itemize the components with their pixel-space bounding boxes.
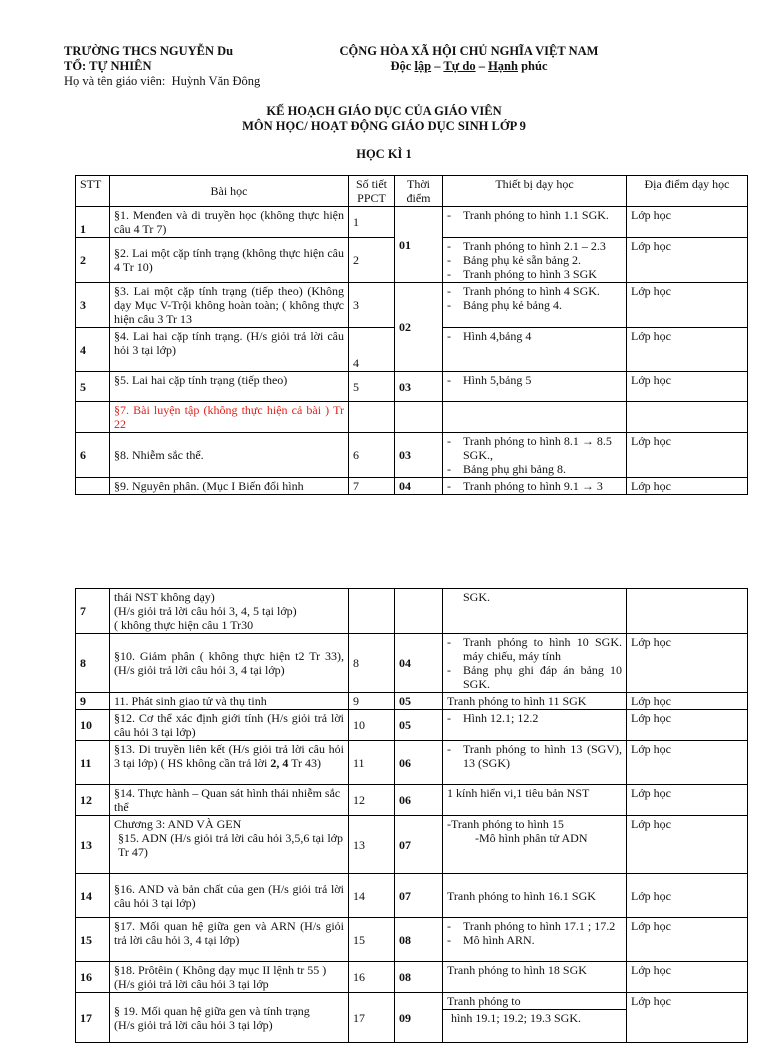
row-time: 04: [395, 478, 443, 495]
row-stt: 16: [76, 962, 110, 993]
equip-item: - Hình 12.1; 12.2: [447, 711, 622, 725]
row-equipment: SGK.: [443, 589, 627, 634]
row-place: Lớp học: [627, 693, 748, 710]
row-equipment: [443, 207, 627, 238]
row-period: 9: [349, 693, 395, 710]
equip-item: - Bảng phụ kẻ sẵn bảng 2.: [447, 253, 622, 267]
lesson-line: Chương 3: AND VÀ GEN: [114, 817, 242, 831]
row-place: Lớp học: [627, 785, 748, 816]
row-place: Lớp học: [627, 372, 748, 402]
row-time: [395, 402, 443, 433]
row-lesson: §2. Lai một cặp tính trạng (không thực hiện câu 4 Tr 10): [110, 238, 349, 283]
row-time: 06: [395, 785, 443, 816]
row-lesson: §10. Giảm phân ( không thực hiện t2 Tr 33), (H/s giỏi trả lời câu hỏi 3, 4 tại lớp): [110, 634, 349, 693]
row-period: 4: [349, 328, 395, 372]
row-time: 08: [395, 962, 443, 993]
plan-table-page1: [75, 175, 748, 495]
row-equipment: [443, 993, 627, 1043]
table-row: [76, 478, 748, 495]
motto-part: Độc: [390, 59, 415, 73]
row-equipment: [443, 433, 627, 478]
table-header-row: [76, 176, 748, 207]
lesson-line: ( không thực hiện câu 1 Tr30: [114, 618, 254, 632]
lesson-line: (H/s giỏi trả lời câu hỏi 3, 4, 5 tại lớp): [114, 604, 297, 618]
motto-part: phúc: [517, 59, 548, 73]
table-row: [76, 741, 748, 785]
lesson-line: § 19. Mối quan hệ giữa gen và tính trạng: [114, 1003, 310, 1018]
equip-line: -Tranh phóng to hình 15: [447, 817, 564, 831]
row-place: [627, 402, 748, 433]
plan-table-page2: [75, 588, 748, 1043]
equip-item: - Tranh phóng to hình 17.1 ; 17.2: [447, 919, 622, 933]
row-equipment: [443, 402, 627, 433]
row-period: 10: [349, 710, 395, 741]
group-name: TỔ: TỰ NHIÊN: [64, 59, 152, 73]
row-place: Lớp học: [627, 207, 748, 238]
equip-item: - Tranh phóng to hình 3 SGK: [447, 267, 622, 281]
col-time: Thời điểm: [395, 176, 443, 207]
row-place: Lớp học: [627, 741, 748, 785]
row-place: Lớp học: [627, 874, 748, 918]
col-lesson: Bài học: [110, 176, 349, 207]
motto-part: Tự do: [443, 59, 476, 73]
col-place: Địa điểm dạy học: [627, 176, 748, 207]
row-equipment: [443, 710, 627, 741]
table-row: [76, 693, 748, 710]
row-lesson: §12. Cơ thể xác định giới tính (H/s giỏi trả lời câu hỏi 3 tại lớp): [110, 710, 349, 741]
row-time: 08: [395, 918, 443, 962]
row-place: Lớp học: [627, 433, 748, 478]
row-time: 05: [395, 710, 443, 741]
row-place: Lớp học: [627, 816, 748, 874]
motto: [333, 59, 605, 74]
row-stt: [76, 478, 110, 495]
row-lesson: §1. Menđen và di truyền học (không thực hiện câu 4 Tr 7): [110, 207, 349, 238]
row-lesson: §16. AND và bản chất của gen (H/s giỏi trả lời câu hỏi 3 tại lớp): [110, 874, 349, 918]
national-header: [333, 44, 605, 74]
equip-item: - Hình 5,bảng 5: [447, 373, 622, 387]
lesson-line: §15. ADN (H/s giỏi trả lời câu hỏi 3,5,6 tại lớp Tr 47): [118, 831, 343, 859]
row-place: Lớp học: [627, 283, 748, 328]
equip-line: hình 19.1; 19.2; 19.3 SGK.: [451, 1011, 582, 1025]
table-row: [76, 874, 748, 918]
row-lesson: §14. Thực hành – Quan sát hình thái nhiễm sắc thể: [110, 785, 349, 816]
table-row: [76, 372, 748, 402]
table-row: [76, 918, 748, 962]
row-stt: 10: [76, 710, 110, 741]
row-stt: 6: [76, 433, 110, 478]
row-time: 06: [395, 741, 443, 785]
row-stt: 13: [76, 816, 110, 874]
lesson-text: §13. Di truyền liên kết (H/s giỏi trả lời câu hỏi 3 tại lớp) ( HS không cần trả lời: [114, 742, 344, 770]
row-stt: 8: [76, 634, 110, 693]
table-row: [76, 710, 748, 741]
row-place: Lớp học: [627, 962, 748, 993]
motto-part: –: [475, 59, 489, 73]
row-time: 03: [395, 433, 443, 478]
teacher-line: [64, 74, 260, 89]
row-lesson: §4. Lai hai cặp tính trạng. (H/s giỏi trả lời câu hỏi 3 tại lớp): [110, 328, 349, 372]
table-row: [76, 962, 748, 993]
row-equipment: [443, 283, 627, 328]
equip-item: - Tranh phóng to hình 10 SGK. máy chiếu, máy tính: [447, 635, 622, 663]
row-lesson: §17. Mối quan hệ giữa gen và ARN (H/s giỏi trả lời câu hỏi 3, 4 tại lớp): [110, 918, 349, 962]
row-equipment: Tranh phóng to hình 16.1 SGK: [443, 874, 627, 918]
motto-part: Hạnh: [488, 59, 518, 73]
row-stt: 2: [76, 238, 110, 283]
row-time: 01: [395, 207, 443, 283]
row-time: 02: [395, 283, 443, 372]
equip-item: - Bảng phụ kẻ bảng 4.: [447, 298, 622, 312]
row-lesson: §8. Nhiễm sắc thể.: [110, 433, 349, 478]
table-row: [76, 785, 748, 816]
lesson-line: thái NST không dạy): [114, 590, 215, 604]
row-period: 3: [349, 283, 395, 328]
row-lesson: §18. Prôtêin ( Không dạy mục II lệnh tr 55 ) (H/s giỏi trả lời câu hỏi 3 tại lớp: [110, 962, 349, 993]
table-row: [76, 816, 748, 874]
nation-title: CỘNG HÒA XÃ HỘI CHỦ NGHĨA VIỆT NAM: [339, 44, 599, 58]
row-stt: 1: [76, 207, 110, 238]
equip-item: - Bảng phụ ghi bảng 8.: [447, 462, 622, 476]
row-period: 13: [349, 816, 395, 874]
row-equipment: [443, 634, 627, 693]
col-equipment: Thiết bị dạy học: [443, 176, 627, 207]
row-place: [627, 589, 748, 634]
equip-item: - Tranh phóng to hình 9.1 → 3: [447, 479, 622, 493]
row-equipment: Tranh phóng to hình 18 SGK: [443, 962, 627, 993]
row-stt: 4: [76, 328, 110, 372]
row-period: 16: [349, 962, 395, 993]
row-period: 5: [349, 372, 395, 402]
row-time: 03: [395, 372, 443, 402]
row-stt: [76, 402, 110, 433]
row-lesson: §5. Lai hai cặp tính trạng (tiếp theo): [110, 372, 349, 402]
teacher-name: Huỳnh Văn Đông: [171, 74, 261, 88]
row-lesson: [110, 993, 349, 1043]
row-stt: 5: [76, 372, 110, 402]
row-period: 1: [349, 207, 395, 238]
row-lesson: [110, 589, 349, 634]
row-place: Lớp học: [627, 238, 748, 283]
row-equipment: [443, 816, 627, 874]
table-row: [76, 993, 748, 1043]
row-stt: 7: [76, 589, 110, 634]
equip-item: - Bảng phụ ghi đáp án bảng 10 SGK.: [447, 663, 622, 691]
row-period: 17: [349, 993, 395, 1043]
row-lesson: [110, 741, 349, 785]
row-lesson: §9. Nguyên phân. (Mục I Biến đổi hình: [110, 478, 349, 495]
row-equipment: [443, 918, 627, 962]
table-row: [76, 433, 748, 478]
row-place: Lớp học: [627, 478, 748, 495]
row-equipment: 1 kính hiển vi,1 tiêu bản NST: [443, 785, 627, 816]
motto-part: –: [431, 59, 444, 73]
table-row: [76, 634, 748, 693]
equip-item: - Tranh phóng to hình 8.1 → 8.5 SGK.,: [447, 434, 622, 462]
row-stt: 15: [76, 918, 110, 962]
row-place: Lớp học: [627, 918, 748, 962]
row-time: [395, 589, 443, 634]
lesson-bold: 2, 4: [270, 756, 289, 770]
row-lesson: 11. Phát sinh giao tử và thụ tinh: [110, 693, 349, 710]
equip-item: - Tranh phóng to hình 2.1 – 2.3: [447, 239, 622, 253]
row-equipment: [443, 478, 627, 495]
row-time: 05: [395, 693, 443, 710]
table-row: [76, 283, 748, 328]
row-stt: 12: [76, 785, 110, 816]
row-equipment: [443, 328, 627, 372]
row-time: 07: [395, 816, 443, 874]
row-time: 09: [395, 993, 443, 1043]
row-stt: 3: [76, 283, 110, 328]
row-equipment: [443, 372, 627, 402]
row-place: Lớp học: [627, 993, 748, 1043]
row-period: 7: [349, 478, 395, 495]
row-equipment: [443, 741, 627, 785]
teacher-label: Họ và tên giáo viên:: [64, 74, 166, 88]
row-period: 11: [349, 741, 395, 785]
school-name: TRƯỜNG THCS NGUYỄN Du: [64, 44, 234, 58]
table-row: [76, 207, 748, 238]
row-period: 8: [349, 634, 395, 693]
row-lesson: §3. Lai một cặp tính trạng (tiếp theo) (Không dạy Mục V-Trội không hoàn toàn; ( không thực hiện câu 3 Tr 13: [110, 283, 349, 328]
row-equipment: Tranh phóng to hình 11 SGK: [443, 693, 627, 710]
semester-title: HỌC KÌ 1: [356, 147, 412, 161]
equip-item: - Tranh phóng to hình 13 (SGV), 13 (SGK): [447, 742, 622, 770]
col-periods: Số tiết PPCT: [349, 176, 395, 207]
row-place: Lớp học: [627, 634, 748, 693]
table-row: [76, 589, 748, 634]
equip-item: - Tranh phóng to hình 4 SGK.: [447, 284, 622, 298]
equip-line: -Mô hình phân tử ADN: [475, 831, 588, 845]
equip-item: - Tranh phóng to hình 1.1 SGK.: [447, 208, 622, 222]
row-time: 04: [395, 634, 443, 693]
row-time: 07: [395, 874, 443, 918]
plan-title-line1: KẾ HOẠCH GIÁO DỤC CỦA GIÁO VIÊN: [266, 104, 502, 118]
row-place: Lớp học: [627, 328, 748, 372]
table-row: [76, 402, 748, 433]
row-lesson: §7. Bài luyện tập (không thực hiện cả bài ) Tr 22: [110, 402, 349, 433]
row-equipment: [443, 238, 627, 283]
row-lesson: [110, 816, 349, 874]
equip-item: - Mô hình ARN.: [447, 933, 622, 947]
row-stt: 14: [76, 874, 110, 918]
row-period: 15: [349, 918, 395, 962]
lesson-text: Tr 43): [288, 756, 322, 770]
row-period: [349, 402, 395, 433]
row-stt: 11: [76, 741, 110, 785]
col-stt: STT: [76, 176, 110, 207]
equip-item: - Hình 4,bảng 4: [447, 329, 622, 343]
row-period: 12: [349, 785, 395, 816]
plan-title-line2: MÔN HỌC/ HOẠT ĐỘNG GIÁO DỤC SINH LỚP 9: [242, 119, 526, 133]
row-period: 6: [349, 433, 395, 478]
motto-part: lập: [414, 59, 432, 73]
row-stt: 17: [76, 993, 110, 1043]
row-place: Lớp học: [627, 710, 748, 741]
equip-line: Tranh phóng to: [443, 993, 626, 1010]
row-period: 2: [349, 238, 395, 283]
row-period: 14: [349, 874, 395, 918]
lesson-line: (H/s giỏi trả lời câu hỏi 3 tại lớp): [114, 1017, 273, 1032]
row-stt: 9: [76, 693, 110, 710]
school-header: [64, 44, 260, 89]
row-period: [349, 589, 395, 634]
